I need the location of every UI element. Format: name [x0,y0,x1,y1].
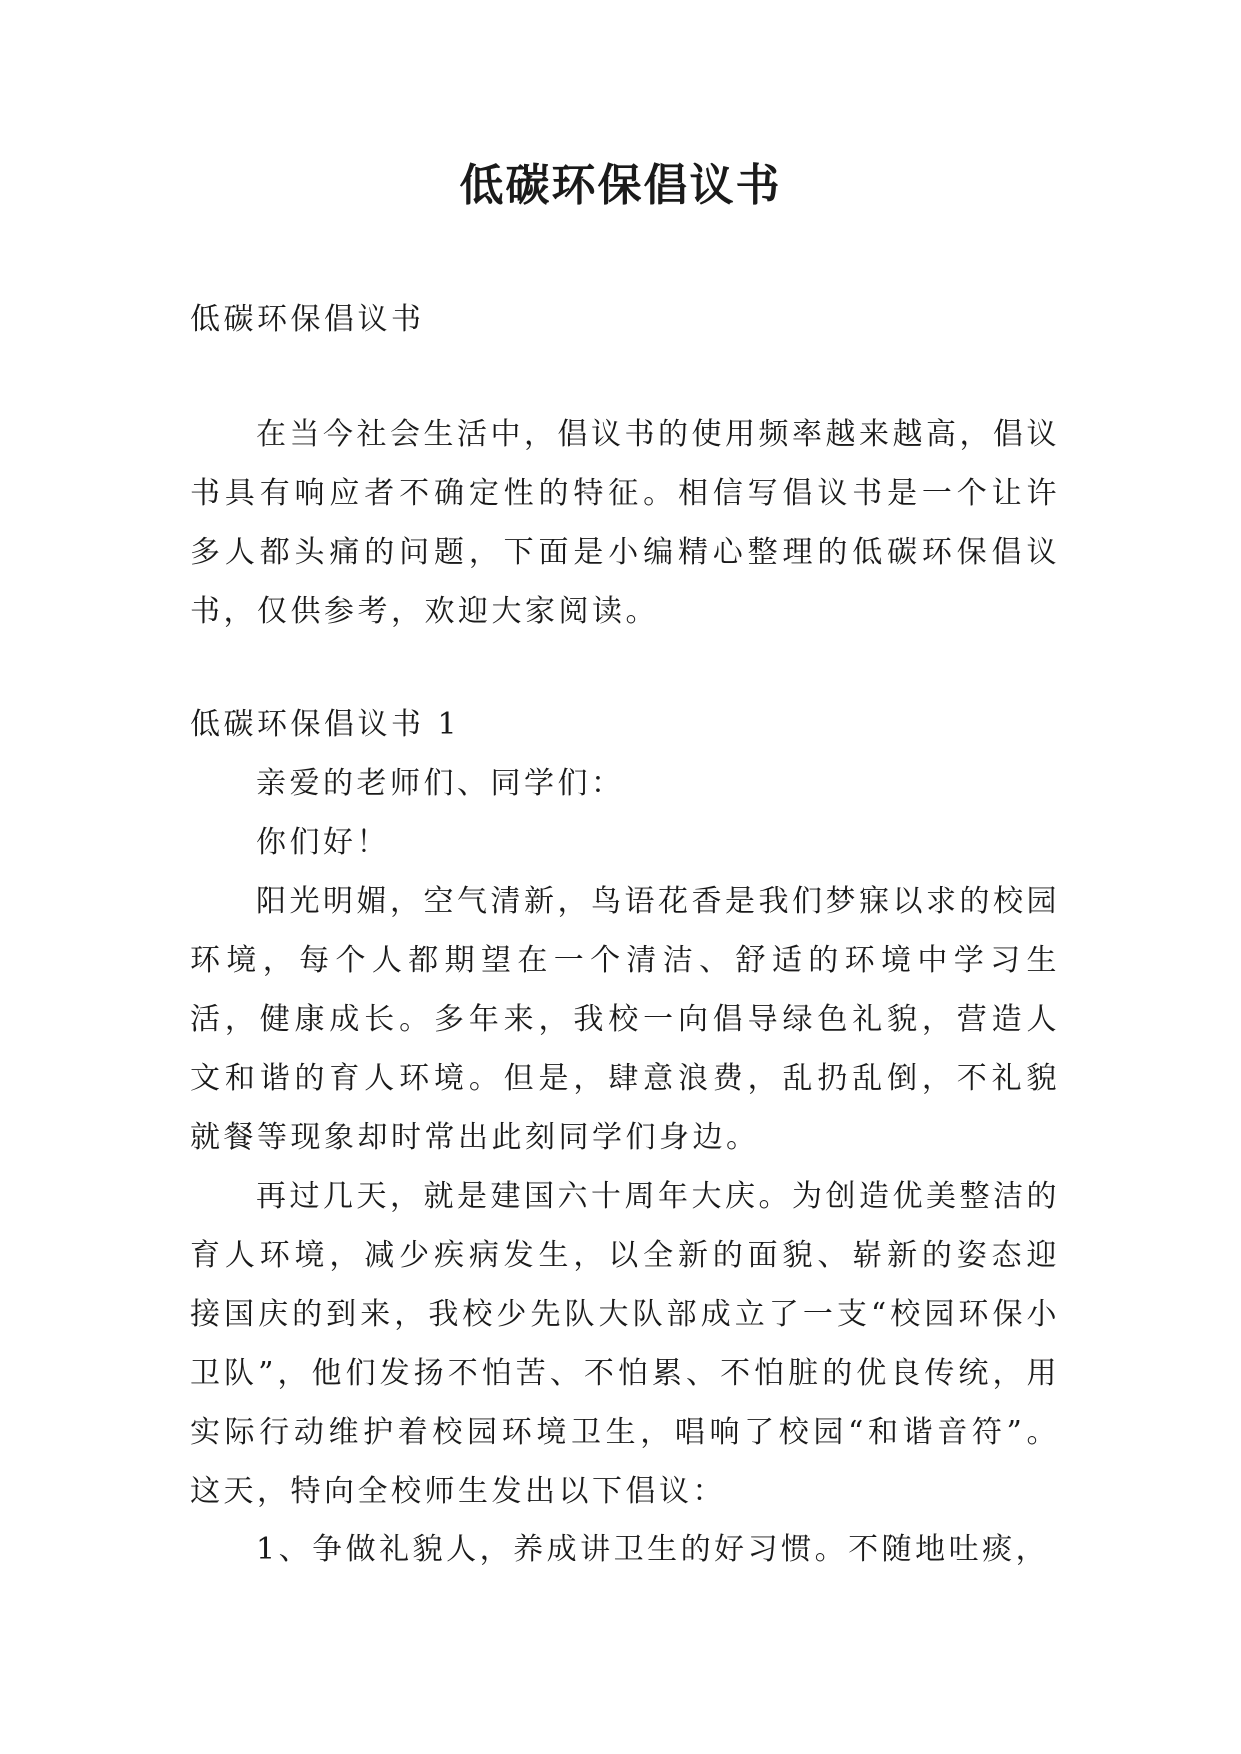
document-title: 低碳环保倡议书 [459,160,782,211]
greeting: 你们好！ [256,825,390,860]
document-subtitle: 低碳环保倡议书 [190,302,425,337]
salutation: 亲爱的老师们、同学们： [256,766,625,801]
body-paragraph: 阳光明媚，空气清新，鸟语花香是我们梦寐以求的校园环境，每个人都期望在一个清洁、舒适的环境中学习生活，健康成长。多年来，我校一向倡导绿色礼貌，营造人文和谐的育人环境。但是，肆意浪费，乱扔乱倒，不礼貌就餐等现象却时常出此刻同学们身边。 [190,884,1060,1155]
intro-paragraph: 在当今社会生活中，倡议书的使用频率越来越高，倡议书具有响应者不确定性的特征。相信写倡议书是一个让许多人都头痛的问题，下面是小编精心整理的低碳环保倡议书，仅供参考，欢迎大家阅读。 [190,417,1060,629]
section-heading: 低碳环保倡议书 1 [190,707,461,742]
proposal-item: 1、争做礼貌人，养成讲卫生的好习惯。不随地吐痰， [256,1532,1050,1567]
body-paragraph: 再过几天，就是建国六十周年大庆。为创造优美整洁的育人环境，减少疾病发生，以全新的面貌、崭新的姿态迎接国庆的到来，我校少先队大队部成立了一支“校园环保小卫队”，他们发扬不怕苦、不怕累、不怕脏的优良传统，用实际行动维护着校园环境卫生，唱响了校园“和谐音符”。这天，特向全校师生发出以下倡议： [190,1179,1060,1509]
